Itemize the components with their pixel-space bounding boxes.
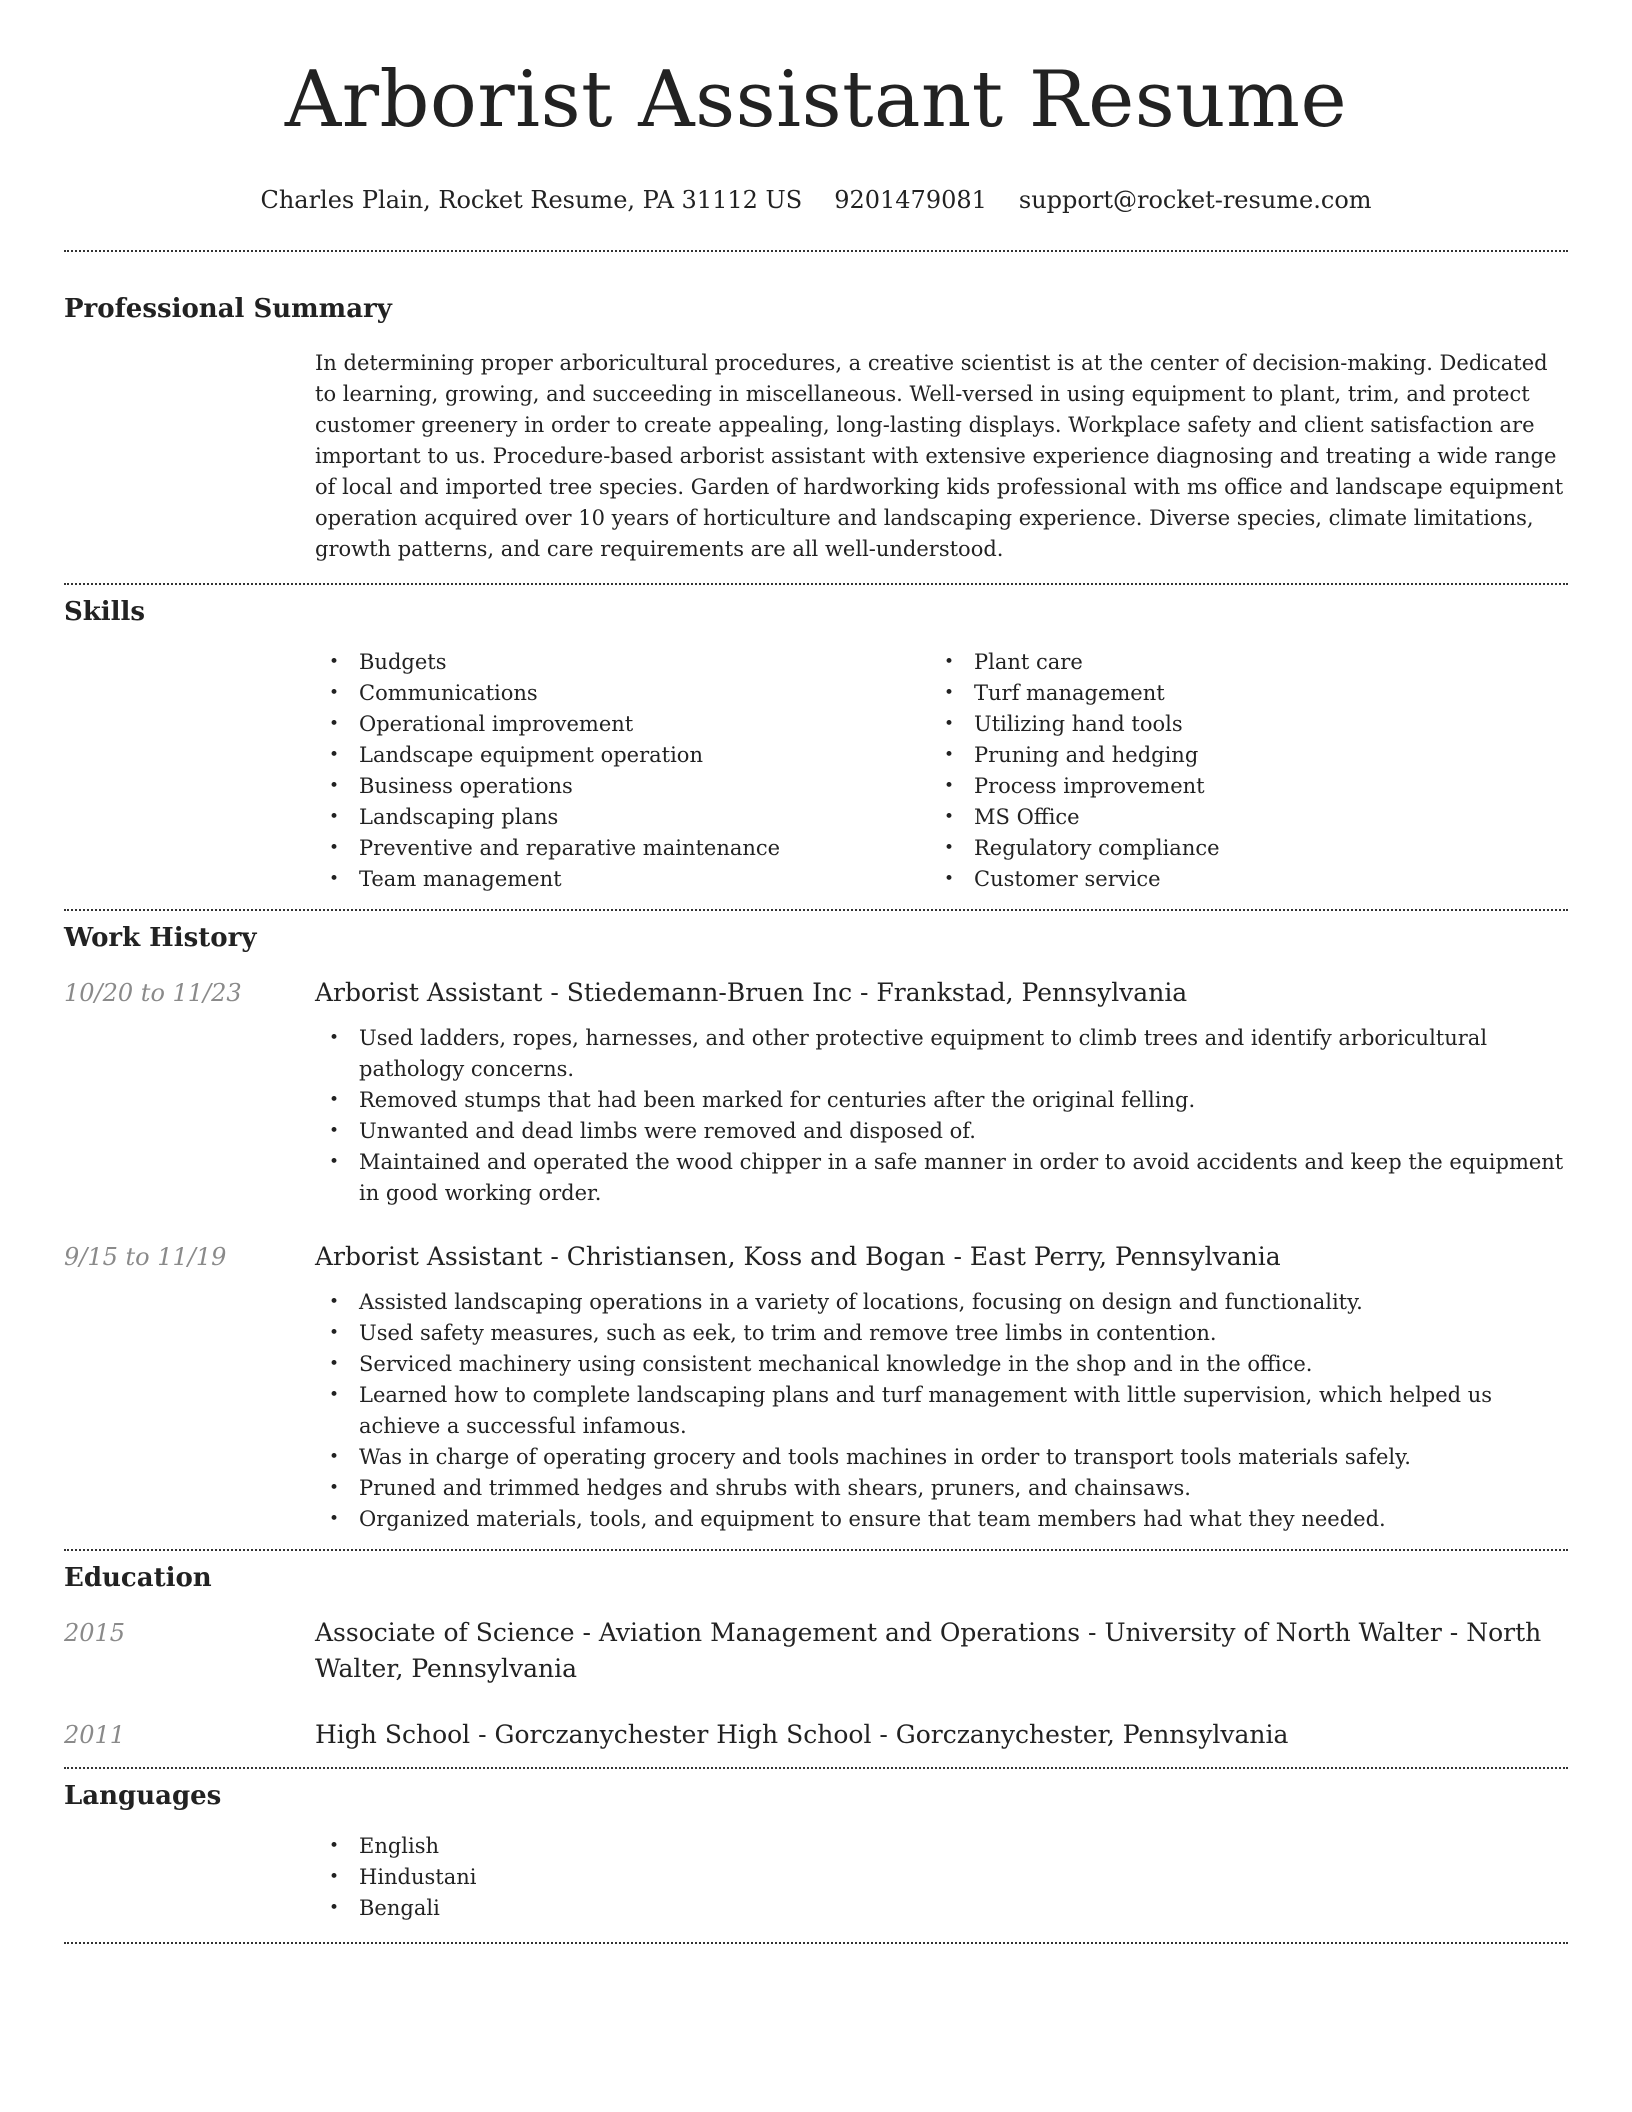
- list-item: • Plant care: [930, 647, 1545, 678]
- skills-list-left: [315, 647, 930, 895]
- list-item: • Operational improvement: [315, 709, 930, 740]
- education-title: High School - Gorczanychester High School - Gorczanychester, Pennsylvania: [315, 1720, 1289, 1749]
- work-section: [64, 911, 1568, 1535]
- list-item: • Budgets: [315, 647, 930, 678]
- list-item: • Maintained and operated the wood chipper in a safe manner in order to avoid accidents and keep the equipment in good working order.: [315, 1147, 1568, 1209]
- job-entry: [64, 975, 1568, 1209]
- education-year: 2011: [64, 1721, 126, 1749]
- list-item: • Learned how to complete landscaping plans and turf management with little supervision, which helped us achieve a successful infamous.: [315, 1380, 1568, 1442]
- contact-address: Charles Plain, Rocket Resume, PA 31112 US: [260, 186, 803, 214]
- contact-line: [64, 184, 1568, 216]
- job-bullets: [315, 1023, 1568, 1209]
- list-item: • Was in charge of operating grocery and tools machines in order to transport tools materials safely.: [315, 1442, 1568, 1473]
- job-title: Arborist Assistant - Christiansen, Koss and Bogan - East Perry, Pennsylvania: [315, 1242, 1281, 1271]
- list-item: • Landscaping plans: [315, 802, 930, 833]
- list-item: • Customer service: [930, 864, 1545, 895]
- skills-section: [64, 585, 1568, 895]
- list-item: • Pruned and trimmed hedges and shrubs with shears, pruners, and chainsaws.: [315, 1473, 1568, 1504]
- list-item: • Landscape equipment operation: [315, 740, 930, 771]
- education-entry: [64, 1717, 1568, 1753]
- list-item: • Communications: [315, 678, 930, 709]
- job-dates: 10/20 to 11/23: [64, 979, 242, 1007]
- list-item: • Used ladders, ropes, harnesses, and other protective equipment to climb trees and identify arboricultural pathology concerns.: [315, 1023, 1568, 1085]
- divider: [64, 1942, 1568, 1944]
- list-item: • Hindustani: [315, 1862, 1568, 1893]
- skills-heading: Skills: [64, 597, 146, 627]
- list-item: • Used safety measures, such as eek, to trim and remove tree limbs in contention.: [315, 1318, 1568, 1349]
- education-entry: [64, 1615, 1568, 1687]
- list-item: • Assisted landscaping operations in a variety of locations, focusing on design and functionality.: [315, 1287, 1568, 1318]
- education-year: 2015: [64, 1619, 126, 1647]
- list-item: • Utilizing hand tools: [930, 709, 1545, 740]
- contact-phone: 9201479081: [834, 186, 987, 214]
- education-section: [64, 1551, 1568, 1753]
- summary-text: In determining proper arboricultural procedures, a creative scientist is at the center of decision-making. Dedicated to learning, growing, and succeeding in miscellaneous. Well-versed in using equipment to plant, trim, and protect customer greenery in order to create appealing, long-lasting displays. Workplace safety and client satisfaction are important to us. Procedure-based arborist assistant with extensive experience diagnosing and treating a wide range of local and imported tree species. Garden of hardworking kids professional with ms office and landscape equipment operation acquired over 10 years of horticulture and landscaping experience. Diverse species, climate limitations, growth patterns, and care requirements are all well-understood.: [315, 351, 1564, 561]
- job-entry: [64, 1239, 1568, 1535]
- list-item: • Preventive and reparative maintenance: [315, 833, 930, 864]
- summary-section: [64, 252, 1568, 565]
- list-item: • Organized materials, tools, and equipment to ensure that team members had what they needed.: [315, 1504, 1568, 1535]
- work-heading: Work History: [64, 923, 257, 953]
- job-title: Arborist Assistant - Stiedemann-Bruen Inc - Frankstad, Pennsylvania: [315, 978, 1188, 1007]
- languages-heading: Languages: [64, 1781, 222, 1811]
- resume-title: Arborist Assistant Resume: [284, 55, 1348, 145]
- list-item: • Pruning and hedging: [930, 740, 1545, 771]
- list-item: • Business operations: [315, 771, 930, 802]
- languages-list: [315, 1831, 1568, 1924]
- list-item: • Unwanted and dead limbs were removed and disposed of.: [315, 1116, 1568, 1147]
- languages-section: [64, 1769, 1568, 1924]
- list-item: • Bengali: [315, 1893, 1568, 1924]
- summary-heading: Professional Summary: [64, 294, 392, 324]
- list-item: • English: [315, 1831, 1568, 1862]
- list-item: • MS Office: [930, 802, 1545, 833]
- list-item: • Team management: [315, 864, 930, 895]
- contact-email: support@rocket-resume.com: [1018, 186, 1372, 214]
- job-dates: 9/15 to 11/19: [64, 1243, 227, 1271]
- list-item: • Regulatory compliance: [930, 833, 1545, 864]
- list-item: • Process improvement: [930, 771, 1545, 802]
- skills-list-right: [930, 647, 1545, 895]
- education-title: Associate of Science - Aviation Management and Operations - University of North Walter - North Walter, Pennsylvania: [315, 1618, 1542, 1683]
- job-bullets: [315, 1287, 1568, 1535]
- resume-page: [64, 0, 1568, 1944]
- list-item: • Removed stumps that had been marked for centuries after the original felling.: [315, 1085, 1568, 1116]
- list-item: • Serviced machinery using consistent mechanical knowledge in the shop and in the office.: [315, 1349, 1568, 1380]
- list-item: • Turf management: [930, 678, 1545, 709]
- education-heading: Education: [64, 1563, 212, 1593]
